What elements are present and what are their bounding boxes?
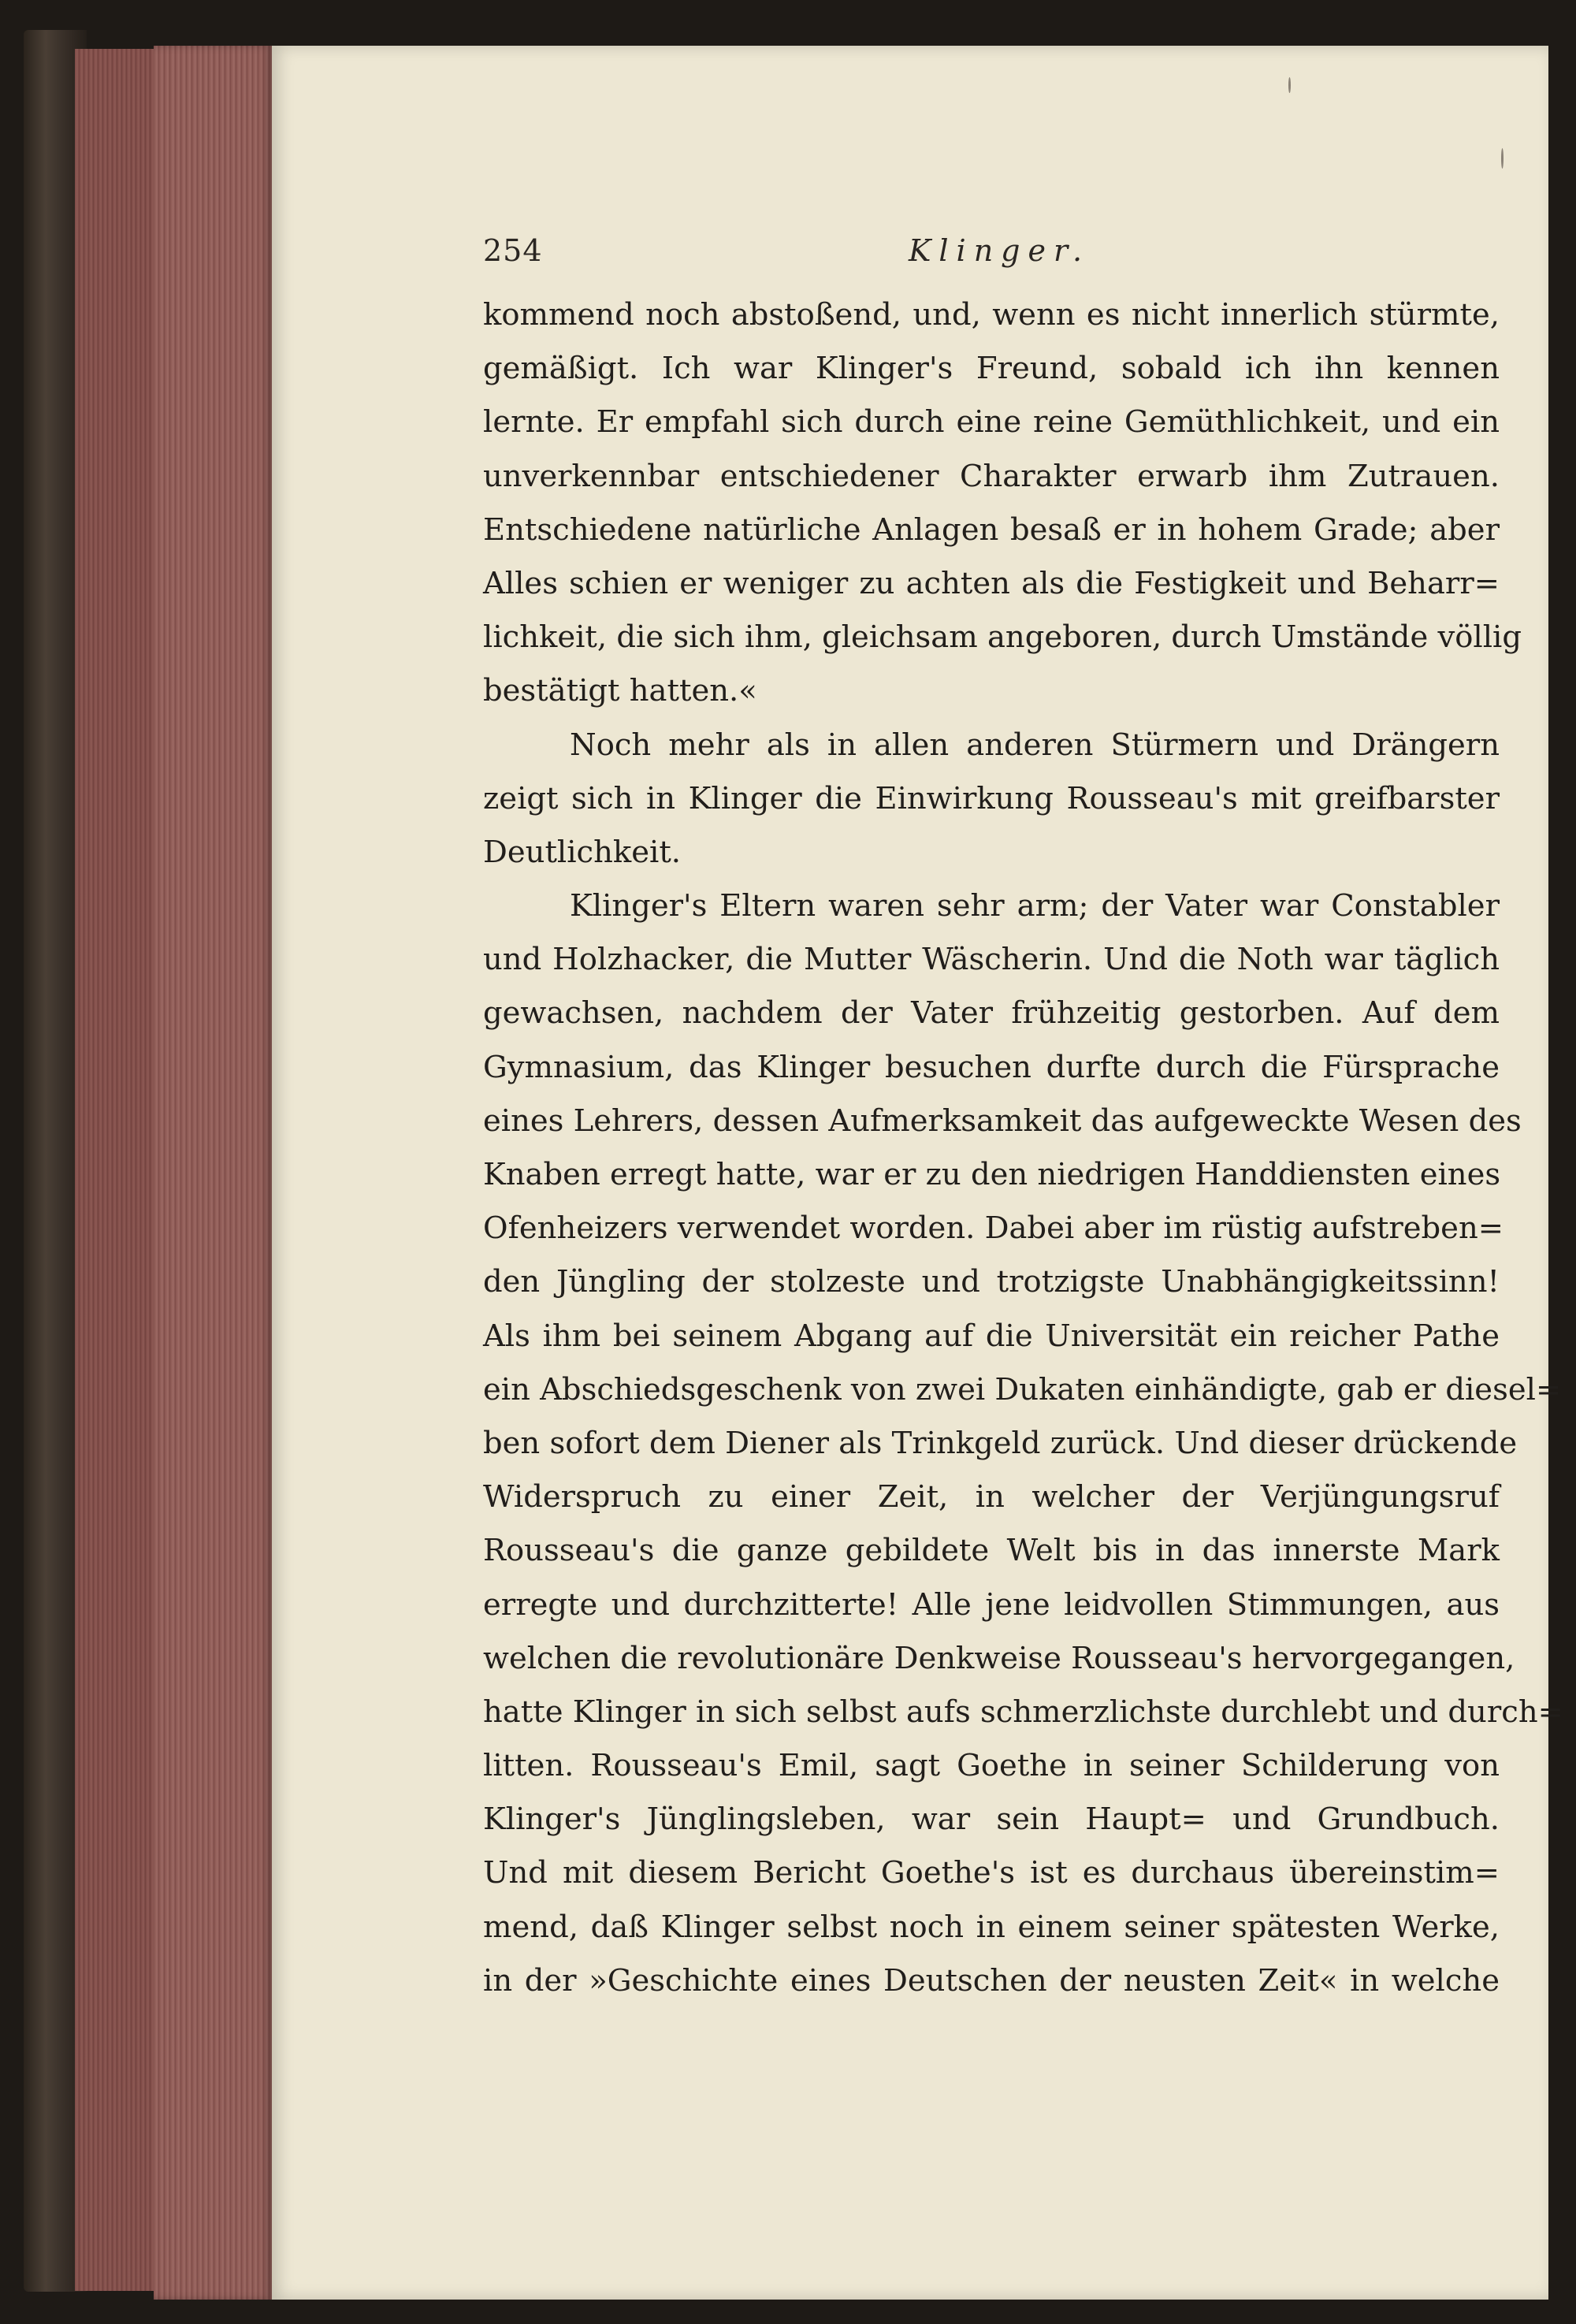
text-line: welchen die revolutionäre Denkweise Rousseau's hervorgegangen, xyxy=(483,1640,1515,1676)
page-edges-front xyxy=(154,46,272,2300)
text-line: Klinger's Eltern waren sehr arm; der Vater war Constabler xyxy=(570,888,1500,924)
page-edges-back xyxy=(75,49,154,2291)
text-line: Noch mehr als in allen anderen Stürmern und Drängern xyxy=(570,727,1500,763)
text-line: Als ihm bei seinem Abgang auf die Universität ein reicher Pathe xyxy=(483,1318,1500,1354)
text-line: Ofenheizers verwendet worden. Dabei aber im rüstig aufstreben= xyxy=(483,1210,1504,1247)
text-line: unverkennbar entschiedener Charakter erwarb ihm Zutrauen. xyxy=(483,458,1500,494)
text-line: gemäßigt. Ich war Klinger's Freund, sobald ich ihn kennen xyxy=(483,351,1500,387)
page-number: 254 xyxy=(483,233,543,268)
text-line: Widerspruch zu einer Zeit, in welcher der Verjüngungsruf xyxy=(483,1479,1500,1515)
text-line: in der »Geschichte eines Deutschen der neusten Zeit« in welche xyxy=(483,1962,1500,1999)
text-line: gewachsen, nachdem der Vater frühzeitig gestorben. Auf dem xyxy=(483,995,1500,1032)
text-line: lichkeit, die sich ihm, gleichsam angeboren, durch Umstände völlig xyxy=(483,619,1522,656)
body-text xyxy=(483,288,1563,2008)
text-line: ben sofort dem Diener als Trinkgeld zurück. Und dieser drückende xyxy=(483,1425,1518,1461)
text-line: hatte Klinger in sich selbst aufs schmerzlichste durchlebt und durch= xyxy=(483,1694,1563,1730)
text-line: den Jüngling der stolzeste und trotzigste Unabhängigkeitssinn! xyxy=(483,1264,1500,1300)
text-line: Und mit diesem Bericht Goethe's ist es durchaus übereinstim= xyxy=(483,1855,1500,1891)
paragraph xyxy=(483,879,1563,2008)
text-line: Klinger's Jünglingsleben, war sein Haupt= und Grundbuch. xyxy=(483,1802,1500,1838)
book-page xyxy=(272,46,1563,2300)
text-line: Rousseau's die ganze gebildete Welt bis in das innerste Mark xyxy=(483,1533,1500,1569)
text-line: litten. Rousseau's Emil, sagt Goethe in seiner Schilderung von xyxy=(483,1748,1500,1784)
running-header xyxy=(483,233,1429,281)
paper-speck xyxy=(1288,77,1291,93)
text-line: bestätigt hatten.« xyxy=(483,673,757,709)
running-title: Klinger. xyxy=(909,233,1091,268)
paper-speck xyxy=(1501,148,1504,169)
paragraph xyxy=(483,288,1522,719)
text-line: zeigt sich in Klinger die Einwirkung Rousseau's mit greifbarster xyxy=(483,780,1500,816)
paragraph xyxy=(483,719,1500,880)
text-line: kommend noch abstoßend, und, wenn es nicht innerlich stürmte, xyxy=(483,297,1500,333)
text-line: Entschiedene natürliche Anlagen besaß er in hohem Grade; aber xyxy=(483,511,1500,548)
text-line: erregte und durchzitterte! Alle jene leidvollen Stimmungen, aus xyxy=(483,1586,1500,1623)
text-line: Gymnasium, das Klinger besuchen durfte durch die Fürsprache xyxy=(483,1049,1500,1085)
text-line: ein Abschiedsgeschenk von zwei Dukaten einhändigte, gab er diesel= xyxy=(483,1371,1562,1407)
text-line: Alles schien er weniger zu achten als die Festigkeit und Beharr= xyxy=(483,565,1500,601)
text-line: Knaben erregt hatte, war er zu den niedrigen Handdiensten eines xyxy=(483,1157,1501,1192)
text-line: eines Lehrers, dessen Aufmerksamkeit das aufgeweckte Wesen des xyxy=(483,1103,1522,1139)
text-line: Deutlichkeit. xyxy=(483,834,682,870)
text-line: mend, daß Klinger selbst noch in einem seiner spätesten Werke, xyxy=(483,1909,1500,1945)
text-line: und Holzhacker, die Mutter Wäscherin. Und die Noth war täglich xyxy=(483,942,1500,978)
text-line: lernte. Er empfahl sich durch eine reine Gemüthlichkeit, und ein xyxy=(483,404,1500,441)
